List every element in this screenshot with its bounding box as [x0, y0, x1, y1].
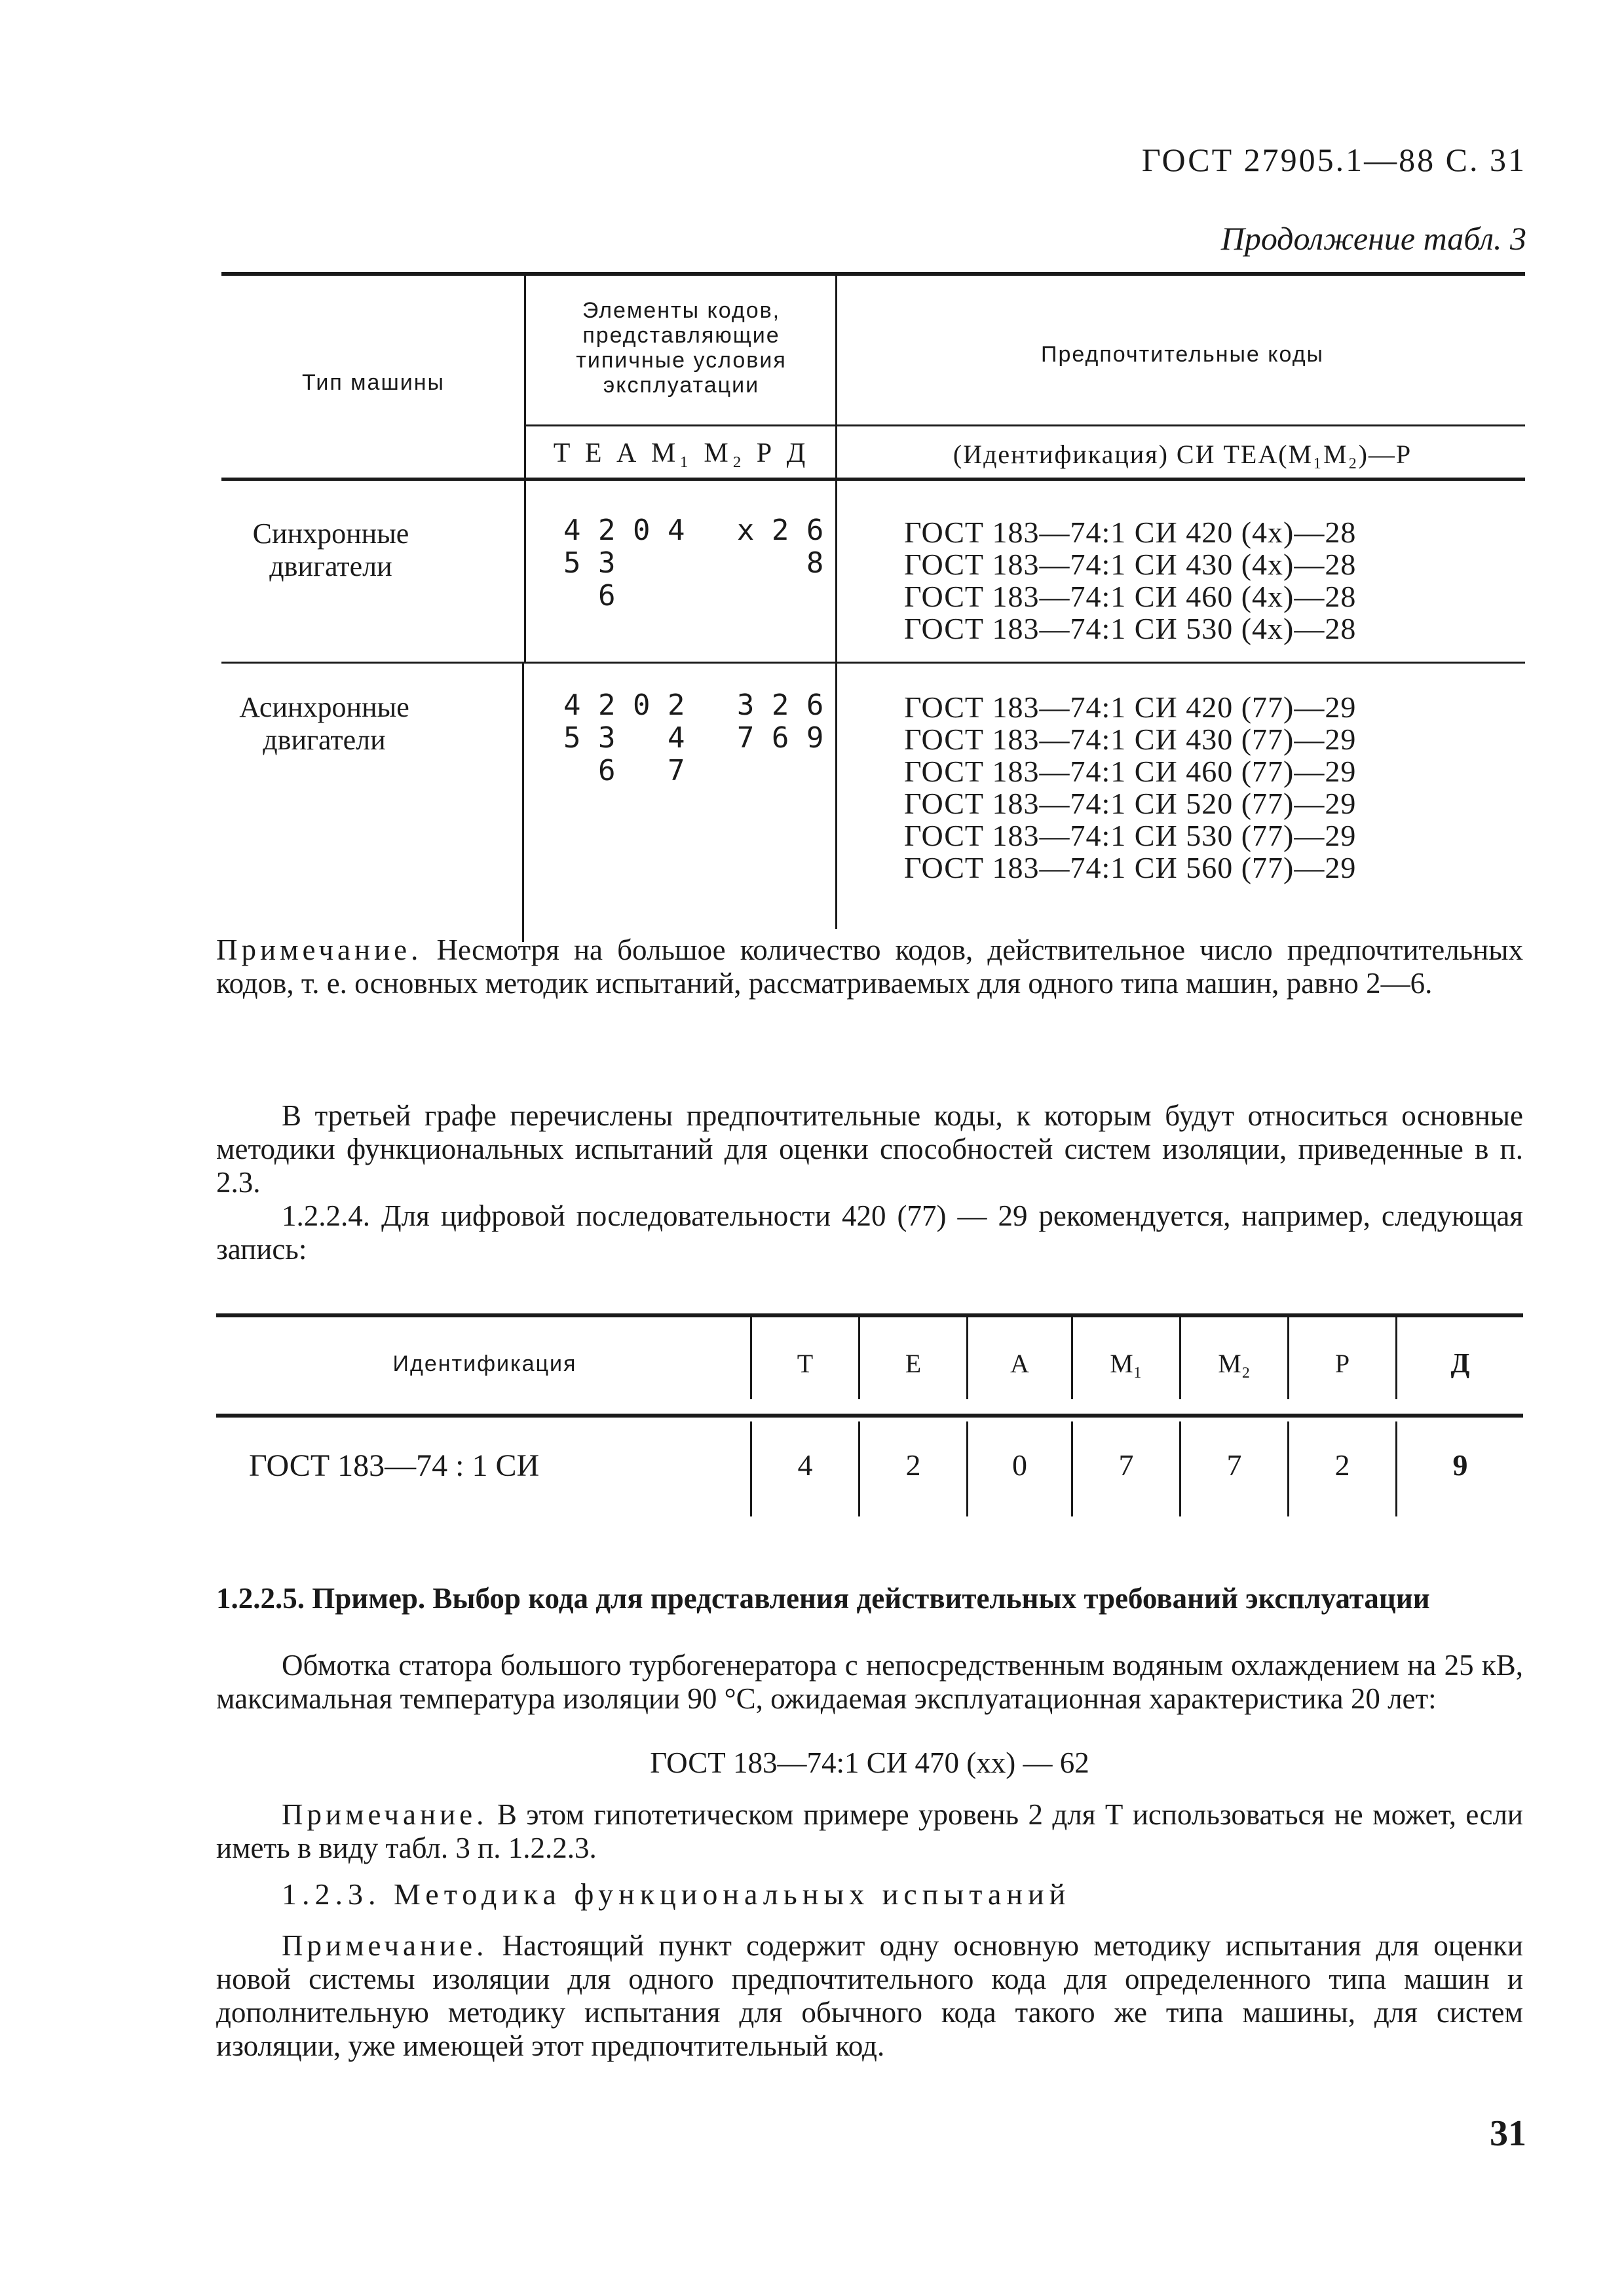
table-2-header: Д — [1450, 1349, 1470, 1379]
table-2-cell: ГОСТ 183—74 : 1 СИ — [249, 1448, 540, 1483]
table-1-code: ГОСТ 183—74:1 СИ 420 (4х)—28 — [904, 516, 1357, 549]
table-2-cell: 7 — [1226, 1448, 1242, 1482]
table-1-divider — [835, 481, 837, 662]
table-1-row-rule — [221, 662, 1525, 664]
table-2-header: М₂ — [1218, 1349, 1251, 1378]
table-1-header-elements: Элементы кодов, представляющие типичные условия эксплуатации — [576, 298, 787, 398]
table-2-header-rule — [216, 1414, 1523, 1418]
table-1-code: ГОСТ 183—74:1 СИ 420 (77)—29 — [904, 690, 1357, 724]
table-2-header: Т — [797, 1349, 814, 1378]
table-1-code: ГОСТ 183—74:1 СИ 460 (4х)—28 — [904, 580, 1357, 613]
paragraph-third-column: В третьей графе перечислены предпочтительные коды, к которым будут относиться основные методики функциональных испытаний для оценки способностей систем изоляции, приведенные в п. 2.3. — [216, 1099, 1523, 1199]
table-1-code: ГОСТ 183—74:1 СИ 460 (77)—29 — [904, 755, 1357, 788]
table-1-elements-line: 5 3 8 — [563, 546, 824, 580]
note-label: Примечание. — [282, 1929, 488, 1962]
table-2-header: Идентификация — [392, 1351, 577, 1376]
table-1-code: ГОСТ 183—74:1 СИ 530 (77)—29 — [904, 819, 1357, 852]
table-1-elements-line: 4 2 0 2 3 2 6 — [563, 688, 824, 722]
note-label: Примечание. — [282, 1798, 488, 1831]
table-1-subheader-rule — [526, 424, 1525, 426]
table-1-elements-line: 6 7 — [563, 754, 685, 787]
table-2-cell: 2 — [1334, 1448, 1350, 1482]
table-2-header: М₁ — [1110, 1349, 1142, 1378]
table-1-code: ГОСТ 183—74:1 СИ 430 (4х)—28 — [904, 548, 1357, 581]
table-1-elements-line: 5 3 4 7 6 9 — [563, 721, 824, 755]
note-2 — [216, 1798, 1523, 1865]
note-label: Примечание. — [216, 933, 423, 966]
note-3 — [216, 1929, 1523, 2063]
table-2-cell: 9 — [1452, 1448, 1468, 1482]
table-2-cell: 2 — [905, 1448, 921, 1482]
note-text: Несмотря на большое количество кодов, действительное число предпочтительных кодов, т. е. основных методик испытаний, рассматриваемых для одного типа машин, равно 2—6. — [216, 933, 1523, 1000]
section-1-2-2-5-text: Обмотка статора большого турбогенератора с непосредственным водяным охлаждением на 25 кВ, максимальная температура изоляции 90 °С, ожидаемая эксплуатационная характеристика 20 лет: — [216, 1649, 1523, 1715]
table-1-code: ГОСТ 183—74:1 СИ 560 (77)—29 — [904, 851, 1357, 884]
page-header: ГОСТ 27905.1—88 С. 31 — [1141, 141, 1526, 178]
table-2-header: Е — [905, 1349, 922, 1378]
table-2-header: А — [1010, 1349, 1029, 1378]
page-number: 31 — [1490, 2113, 1526, 2154]
table-1-machine-type: Синхронные двигатели — [252, 518, 409, 582]
table-1-top-rule — [221, 272, 1525, 276]
table-2-cell: 7 — [1118, 1448, 1134, 1482]
table-1-divider — [835, 276, 837, 478]
table-1-subheader-elements: Т Е А М₁ М₂ Р Д — [553, 438, 810, 468]
table-2-cell: 4 — [797, 1448, 813, 1482]
note-text: Настоящий пункт содержит одну основную методику испытания для оценки новой системы изоляции для одного предпочтительного кода для определенного типа машин и дополнительную методику испытания для обычного кода такого же типа машины, для систем изоляции, уже имеющей этот предпочтительный код. — [216, 1929, 1523, 2062]
table-1-divider — [524, 481, 526, 662]
table-1-machine-type: Асинхронные двигатели — [239, 691, 409, 756]
table-continuation-caption: Продолжение табл. 3 — [1220, 220, 1526, 257]
note-text: В этом гипотетическом примере уровень 2 для Т использоваться не может, если иметь в виду табл. 3 п. 1.2.2.3. — [216, 1798, 1523, 1864]
section-1-2-3-title: 1.2.3. Методика функциональных испытаний — [282, 1877, 1071, 1911]
table-1-code: ГОСТ 183—74:1 СИ 520 (77)—29 — [904, 787, 1357, 820]
table-1-header-rule — [221, 478, 1525, 481]
table-1-elements-line: 4 2 0 4 х 2 6 — [563, 514, 824, 547]
table-1-header-type: Тип машины — [302, 370, 445, 395]
section-1-2-2-5-title: 1.2.2.5. Пример. Выбор кода для представления действительных требований эксплуатации — [216, 1582, 1430, 1615]
table-1-header-codes: Предпочтительные коды — [1041, 342, 1324, 367]
table-1-code: ГОСТ 183—74:1 СИ 430 (77)—29 — [904, 723, 1357, 756]
note-1 — [216, 933, 1523, 1000]
table-1-divider — [524, 276, 526, 478]
paragraph-1-2-2-4: 1.2.2.4. Для цифровой последовательности 420 (77) — 29 рекомендуется, например, следующая запись: — [216, 1199, 1523, 1266]
table-1-divider — [522, 664, 524, 942]
table-2-header: Р — [1334, 1349, 1350, 1378]
example-code: ГОСТ 183—74:1 СИ 470 (хх) — 62 — [650, 1746, 1089, 1779]
table-2-top-rule — [216, 1313, 1523, 1317]
table-1-divider — [835, 664, 837, 929]
table-1-subheader-codes: (Идентификация) СИ ТЕА(М₁М₂)—Р — [953, 440, 1412, 469]
table-1-code: ГОСТ 183—74:1 СИ 530 (4х)—28 — [904, 612, 1357, 645]
table-1-elements-line: 6 — [563, 579, 616, 612]
table-2-cell: 0 — [1012, 1448, 1027, 1482]
